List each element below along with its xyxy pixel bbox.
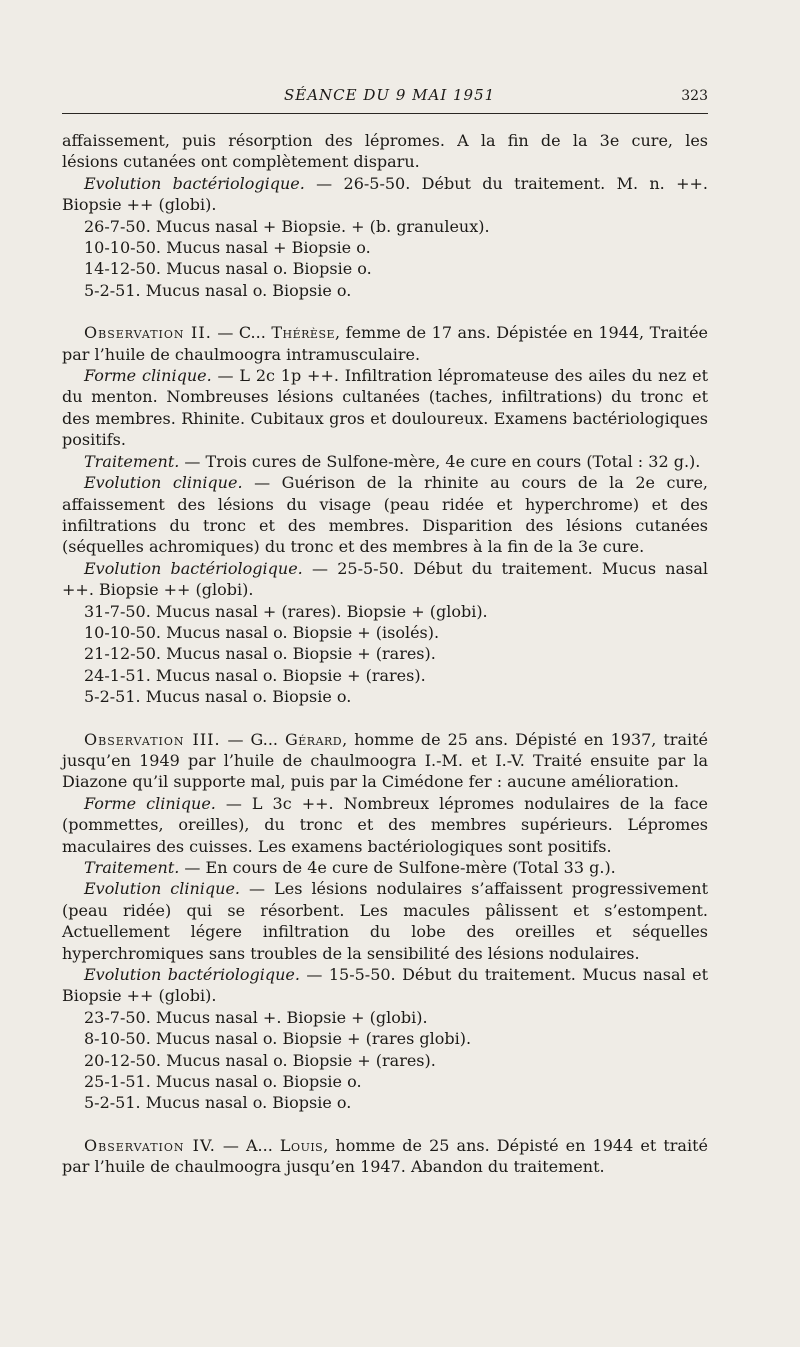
obs3-evolution bbox=[62, 878, 708, 964]
obs3-bacteriology bbox=[62, 964, 708, 1007]
observation-heading: Observation III. bbox=[84, 729, 221, 749]
date-entry: 31-7-50. Mucus nasal + (rares). Biopsie + (globi). bbox=[84, 601, 488, 621]
evolution-text: — Les lésions nodulaires s’affaissent progressivement (peau ridée) qui se résorbent. Les macules pâlissent et s’estompent. Actuellement légere infiltration du lobe des oreilles et séquelles hyperchromiques sans troubles de la sensibilité des lésions nodulaires. bbox=[62, 879, 708, 963]
obs3-forme bbox=[62, 793, 708, 857]
date-entry: 20-12-50. Mucus nasal o. Biopsie + (rares). bbox=[84, 1050, 436, 1070]
evolution-label: Evolution clinique. bbox=[84, 473, 243, 493]
patient-name: Gérard bbox=[284, 729, 343, 749]
traitement-text: — Trois cures de Sulfone-mère, 4e cure en cours (Total : 32 g.). bbox=[179, 451, 701, 471]
obs2-evolution bbox=[62, 472, 708, 558]
forme-label: Forme clinique. bbox=[84, 793, 216, 813]
date-entry: 5-2-51. Mucus nasal o. Biopsie o. bbox=[84, 1093, 352, 1113]
date-entry: 24-1-51. Mucus nasal o. Biopsie + (rares). bbox=[84, 665, 426, 685]
intro-text: , homme de 25 ans. Dépisté en 1937, traité jusqu’en 1949 par l’huile de chaulmoogra I.-M. et I.-V. Traité ensuite par la Diazone qu’il supporte mal, puis par la Cimédone fer : aucune amélioration. bbox=[62, 729, 709, 792]
date-entry: 23-7-50. Mucus nasal +. Biopsie + (globi). bbox=[84, 1007, 428, 1027]
obs2-bacteriology bbox=[62, 558, 708, 601]
traitement-text: — En cours de 4e cure de Sulfone-mère (Total 33 g.). bbox=[179, 858, 616, 877]
date-entry: 8-10-50. Mucus nasal o. Biopsie + (rares globi). bbox=[84, 1029, 472, 1049]
obs3-traitement bbox=[62, 857, 708, 878]
date-entry: 21-12-50. Mucus nasal o. Biopsie + (rares). bbox=[84, 644, 436, 664]
section-gap bbox=[62, 708, 708, 729]
patient-initial: — C... bbox=[211, 323, 272, 343]
intro-text: , femme de 17 ans. Dépistée en 1944, Traitée par l’huile de chaulmoogra intramusculaire. bbox=[62, 323, 709, 364]
patient-initial: — A... bbox=[215, 1135, 280, 1155]
patient-initial: — G... bbox=[220, 729, 285, 749]
obs2-intro bbox=[62, 322, 708, 365]
obs3-intro bbox=[62, 729, 708, 793]
traitement-label: Traitement. bbox=[84, 451, 180, 471]
running-title: SÉANCE DU 9 MAI 1951 bbox=[284, 86, 496, 104]
obs2-traitement bbox=[62, 451, 708, 472]
date-entry: 10-10-50. Mucus nasal + Biopsie o. bbox=[84, 238, 371, 258]
forme-text: — L 2c 1p ++. Infiltration lépromateuse des ailes du nez et du menton. Nombreuses lésions cultanées (taches, infiltrations) du tronc et des membres. Rhinite. Cubitaux gros et douloureux. Examens bactériologiques positifs. bbox=[62, 366, 709, 450]
observation-heading: Observation II. bbox=[84, 323, 212, 343]
intro-text: , homme de 25 ans. Dépisté en 1944 et traité par l’huile de chaulmoogra jusqu’en 1947. Abandon du traitement. bbox=[62, 1135, 708, 1177]
patient-name: Louis bbox=[279, 1135, 324, 1155]
page-body bbox=[62, 130, 708, 1178]
bacteriology-label: Evolution bactériologique. bbox=[84, 965, 300, 985]
page-header bbox=[62, 86, 708, 104]
bacteriology-text: — 26-5-50. Début du traitement. M. n. ++. Biopsie ++ (globi). bbox=[62, 173, 708, 215]
continuation-line: lésions cutanées ont complètement disparu. bbox=[62, 152, 420, 172]
bacteriology-text: — 15-5-50. Début du traitement. Mucus nasal et Biopsie ++ (globi). bbox=[62, 965, 708, 1006]
bacteriology-label: Evolution bactériologique. bbox=[84, 173, 305, 193]
traitement-label: Traitement. bbox=[84, 858, 180, 877]
section-gap bbox=[62, 301, 708, 322]
section-gap bbox=[62, 1114, 708, 1135]
page-number: 323 bbox=[681, 88, 708, 104]
evolution-label: Evolution clinique. bbox=[84, 879, 241, 899]
forme-text: — L 3c ++. Nombreux lépromes nodulaires de la face (pommettes, oreilles), du tronc et des membres supérieurs. Lépromes maculaires des cuisses. Les examens bactériologiques sont positifs. bbox=[62, 793, 709, 856]
obs2-forme bbox=[62, 365, 708, 451]
obs1-bacteriology bbox=[62, 173, 708, 216]
evolution-text: — Guérison de la rhinite au cours de la 2e cure, affaissement des lésions du visage (peau ridée et hyperchrome) et des infiltrations du tronc et des membres. Disparition des lésions cutanées (séquelles achromiques) du tronc et des membres à la fin de la 3e cure. bbox=[62, 473, 709, 557]
date-entry: 25-1-51. Mucus nasal o. Biopsie o. bbox=[84, 1072, 362, 1092]
bacteriology-label: Evolution bactériologique. bbox=[84, 558, 303, 578]
date-entry: 14-12-50. Mucus nasal o. Biopsie o. bbox=[84, 259, 372, 279]
patient-name: Thérèse bbox=[271, 323, 336, 343]
continuation-line: affaissement, puis résorption des lépromes. A la fin de la 3e cure, les bbox=[62, 131, 708, 150]
header-rule bbox=[62, 113, 708, 114]
bacteriology-text: — 25-5-50. Début du traitement. Mucus nasal ++. Biopsie ++ (globi). bbox=[62, 558, 709, 600]
observation-heading: Observation IV. bbox=[84, 1135, 216, 1155]
date-entry: 5-2-51. Mucus nasal o. Biopsie o. bbox=[84, 687, 352, 707]
date-entry: 5-2-51. Mucus nasal o. Biopsie o. bbox=[84, 280, 352, 300]
forme-label: Forme clinique. bbox=[84, 366, 212, 386]
obs4-intro bbox=[62, 1135, 708, 1178]
date-entry: 26-7-50. Mucus nasal + Biopsie. + (b. granuleux). bbox=[84, 216, 490, 236]
date-entry: 10-10-50. Mucus nasal o. Biopsie + (isolés). bbox=[84, 622, 440, 642]
